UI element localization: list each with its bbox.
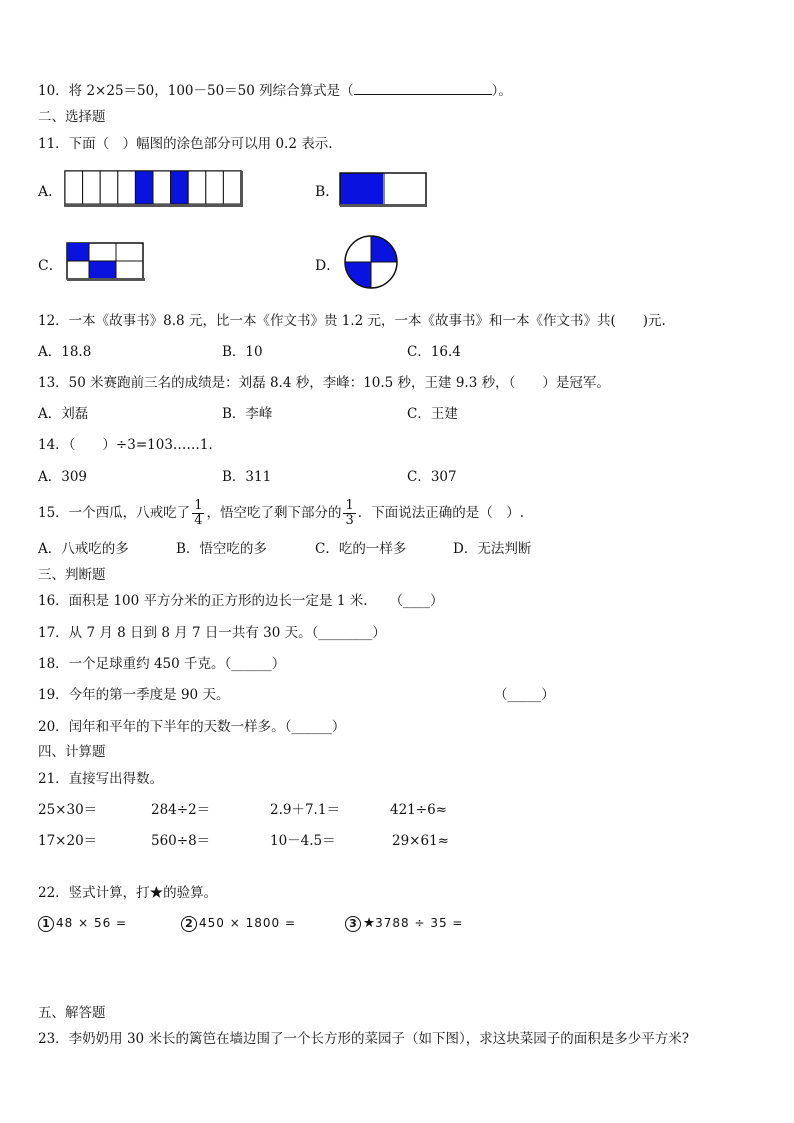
calc-item: 10－4.5＝ xyxy=(270,833,336,849)
answer-paren[interactable]: （____） xyxy=(389,593,444,609)
figure-d-circle xyxy=(344,233,400,293)
fraction-one-third: $\frac{1}{3}$ xyxy=(345,498,354,528)
question-17: 17．从 7 月 8 日到 8 月 7 日一共有 30 天。（________） xyxy=(38,625,386,641)
calc-item: 17×20＝ xyxy=(38,833,98,849)
option-c-label: C． xyxy=(38,258,63,274)
section-heading-judgement: 三、判断题 xyxy=(38,567,106,583)
question-19: 19．今年的第一季度是 90 天。 xyxy=(38,687,230,703)
fraction-one-quarter: $\frac{1}{4}$ xyxy=(194,498,203,528)
star-icon: ★ xyxy=(363,915,376,931)
option-b-label: B． xyxy=(315,184,340,200)
q14-option-a[interactable]: A．309 xyxy=(38,469,88,485)
calc-item: 284÷2＝ xyxy=(151,802,211,818)
strip-cell xyxy=(153,171,171,204)
q14-option-c[interactable]: C．307 xyxy=(407,469,457,485)
strip-cell xyxy=(135,171,153,204)
strip-cell xyxy=(223,171,241,204)
section-heading-word-problems: 五、解答题 xyxy=(38,1005,106,1021)
option-a-label: A． xyxy=(38,184,63,200)
question-20: 20．闰年和平年的下半年的天数一样多。（______） xyxy=(38,719,346,735)
q15-option-d[interactable]: D．无法判断 xyxy=(453,541,532,557)
calc-item: 2.9＋7.1＝ xyxy=(270,802,340,818)
strip-cell xyxy=(171,171,189,204)
q15-option-c[interactable]: C．吃的一样多 xyxy=(315,541,407,557)
answer-paren[interactable]: （______） xyxy=(224,656,286,672)
calc-item: 560÷8＝ xyxy=(151,833,211,849)
question-14: 14．（ ）÷3=103……1． xyxy=(38,437,222,453)
question-23: 23．李奶奶用 30 米长的篱笆在墙边围了一个长方形的菜园子（如下图），求这块菜园子的面积是多少平方米? xyxy=(38,1031,689,1047)
section-heading-choice: 二、选择题 xyxy=(38,109,106,125)
q13-option-c[interactable]: C．王建 xyxy=(407,406,458,422)
answer-blank[interactable] xyxy=(354,82,492,95)
figure-c-grid xyxy=(66,242,148,284)
q14-option-b[interactable]: B．311 xyxy=(222,469,272,485)
answer-paren[interactable]: （________） xyxy=(311,625,386,641)
vertical-calc-3: 3 ★3788 ÷ 35 = xyxy=(345,914,463,932)
strip-cell xyxy=(206,171,224,204)
question-10: 10．将 2×25＝50，100－50＝50 列综合算式是（ ）。 xyxy=(38,83,512,99)
circled-number: 3 xyxy=(345,916,361,932)
strip-cell xyxy=(65,171,83,204)
calc-item: 29×61≈ xyxy=(392,833,449,849)
strip-cell xyxy=(118,171,136,204)
circled-number: 1 xyxy=(38,916,54,932)
circled-number: 2 xyxy=(181,916,197,932)
q12-option-c[interactable]: C．16.4 xyxy=(407,344,461,360)
question-12: 12．一本《故事书》8.8 元，比一本《作文书》贵 1.2 元，一本《故事书》和一本《作文书》共( )元. xyxy=(38,313,666,329)
calc-item: 25×30＝ xyxy=(38,802,98,818)
question-21: 21．直接写出得数。 xyxy=(38,771,164,787)
question-22: 22．竖式计算，打★的验算。 xyxy=(38,885,218,901)
strip-cell xyxy=(188,171,206,204)
strip-cell xyxy=(100,171,118,204)
answer-paren[interactable]: （_____） xyxy=(494,687,555,703)
q12-option-b[interactable]: B．10 xyxy=(222,344,263,360)
calc-item: 421÷6≈ xyxy=(390,802,447,818)
option-d-label: D． xyxy=(315,258,341,274)
q13-option-a[interactable]: A．刘磊 xyxy=(38,406,89,422)
q15-option-b[interactable]: B．悟空吃的多 xyxy=(176,541,267,557)
section-heading-calculation: 四、计算题 xyxy=(38,744,106,760)
vertical-calc-1: 1 48 × 56 = xyxy=(38,914,127,932)
figure-a-strip xyxy=(64,170,244,208)
figure-b-rect xyxy=(339,172,429,208)
strip-cell xyxy=(83,171,101,204)
q13-option-b[interactable]: B．李峰 xyxy=(222,406,273,422)
question-11: 11．下面（ ）幅图的涂色部分可以用 0.2 表示. xyxy=(38,136,333,152)
question-18: 18．一个足球重约 450 千克。（______） xyxy=(38,656,286,672)
question-16: 16．面积是 100 平方分米的正方形的边长一定是 1 米. （____） xyxy=(38,593,444,609)
q12-option-a[interactable]: A．18.8 xyxy=(38,344,92,360)
answer-paren[interactable]: （______） xyxy=(284,719,346,735)
question-15: 15．一个西瓜，八戒吃了 $\frac{1}{4}$ ，悟空吃了剩下部分的 $\frac{1}{3}$ ．下面说法正确的是（ ）. xyxy=(38,498,525,528)
question-13: 13．50 米赛跑前三名的成绩是：刘磊 8.4 秒，李峰：10.5 秒，王建 9.3 秒，（ ）是冠军。 xyxy=(38,375,610,391)
q15-option-a[interactable]: A．八戒吃的多 xyxy=(38,541,129,557)
vertical-calc-2: 2 450 × 1800 = xyxy=(181,914,296,932)
